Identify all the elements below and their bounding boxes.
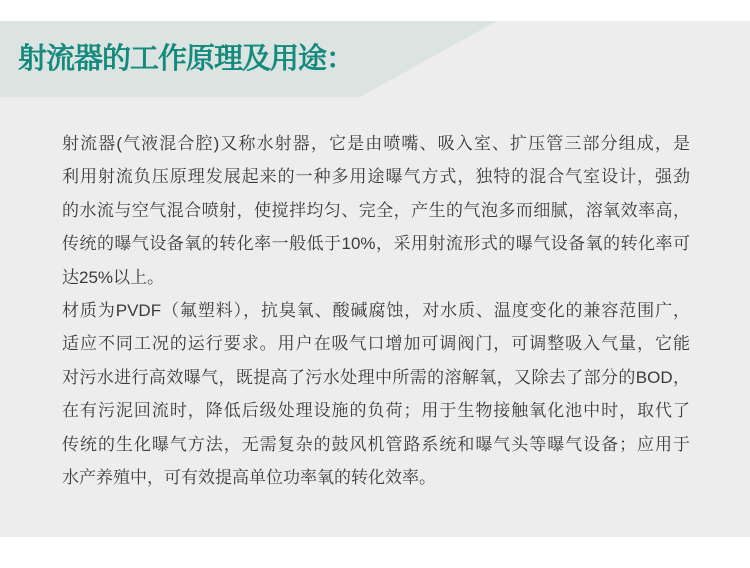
text-line: 在有污泥回流时，降低后级处理设施的负荷；用于生物接触氧化池中时，取代了 bbox=[62, 401, 690, 421]
text-line: 射流器(气液混合腔)又称水射器，它是由喷嘴、吸入室、扩压管三部分组成，是 bbox=[62, 134, 690, 153]
page-title: 射流器的工作原理及用途： bbox=[18, 43, 355, 75]
text-line: 适应不同工况的运行要求。用户在吸气口增加可调阀门，可调整吸入气量，它能 bbox=[62, 334, 690, 354]
text-line: 对污水进行高效曝气，既提高了污水处理中所需的溶解氧，又除去了部分的BOD， bbox=[62, 367, 690, 387]
text-line: 达25%以上。 bbox=[62, 267, 165, 287]
text-line: 利用射流负压原理发展起来的一种多用途曝气方式，独特的混合气室设计，强劲 bbox=[62, 167, 690, 187]
body-text bbox=[62, 127, 690, 494]
text-line: 的水流与空气混合喷射，使搅拌均匀、完全，产生的气泡多而细腻，溶氧效率高， bbox=[62, 200, 690, 220]
text-line: 水产养殖中，可有效提高单位功率氧的转化效率。 bbox=[62, 467, 436, 487]
text-line: 传统的生化曝气方法，无需复杂的鼓风机管路系统和曝气头等曝气设备；应用于 bbox=[62, 434, 690, 454]
content-panel bbox=[0, 21, 750, 537]
text-line: 传统的曝气设备氧的转化率一般低于10%，采用射流形式的曝气设备氧的转化率可 bbox=[62, 234, 690, 254]
text-line: 材质为PVDF（氟塑料），抗臭氧、酸碱腐蚀，对水质、温度变化的兼容范围广， bbox=[62, 300, 690, 320]
